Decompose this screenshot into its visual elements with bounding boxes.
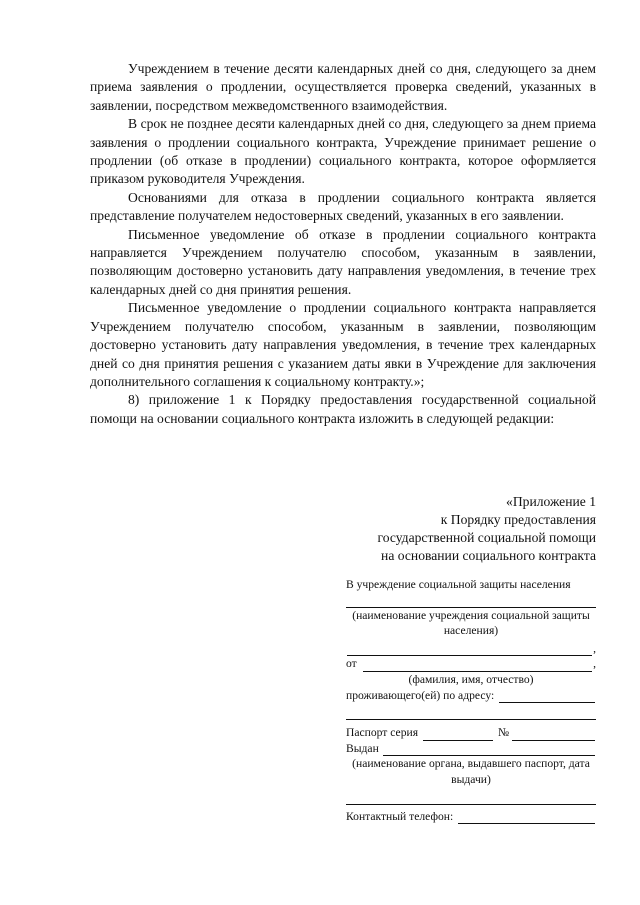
issuer-caption: (наименование органа, выдавшего паспорт, дата выдачи) <box>352 757 590 786</box>
address-line <box>499 691 595 703</box>
passport-number-line <box>512 729 595 741</box>
address-line-2 <box>346 707 596 720</box>
issued-label: Выдан <box>346 741 379 755</box>
name-caption: (фамилия, имя, отчество) <box>408 672 534 686</box>
blank-line-row <box>346 641 596 657</box>
blank-line <box>347 644 592 656</box>
address-row <box>346 688 596 704</box>
passport-number-label: № <box>498 726 510 740</box>
passport-series-label: Паспорт серия <box>346 726 419 740</box>
institution-name-line <box>346 595 596 608</box>
institution-caption: (наименование учреждения социальной защиты населения) <box>352 608 590 638</box>
passport-row <box>346 725 596 741</box>
paragraph-refusal-grounds: Основаниями для отказа в продлении социального контракта является представление получателем недостоверных сведений, указанных в его заявлении. <box>90 189 596 224</box>
issued-line <box>383 744 595 756</box>
appendix-header <box>320 493 596 565</box>
residing-label: проживающего(ей) по адресу: <box>346 688 495 702</box>
paragraph-verification: Учреждением в течение десяти календарных дней со дня, следующего за днем приема заявления о продлении, осуществляется проверка сведений, указанных в заявлении, посредством межведомственного взаимодействия. <box>90 61 596 113</box>
appendix-line-3: государственной социальной помощи <box>377 530 596 545</box>
paragraph-extension-notice: Письменное уведомление о продлении социального контракта направляется Учреждением получателю способом, указанным в заявлении, позволяющим достоверно установить дату направления уведомления, в течение трех календарных дней со дня принятия решения с указанием даты явки в Учреждение для заключения дополнительного соглашения к социальному контракту.»; <box>90 300 596 389</box>
from-label: от <box>346 657 357 671</box>
paragraph-refusal-notice: Письменное уведомление об отказе в продлении социального контракта направляется Учреждением получателю способом, указанным в заявлении, позволяющим достоверно установить дату направления уведомления, в течение трех календарных дней со дня принятия решения. <box>90 226 596 297</box>
addressee-text: В учреждение социальной защиты населения <box>346 578 571 591</box>
phone-label: Контактный телефон: <box>346 809 454 823</box>
body-text <box>90 60 596 428</box>
paragraph-appendix-amendment: 8) приложение 1 к Порядку предоставления государственной социальной помощи на основании социального контракта изложить в следующей редакции: <box>90 392 596 426</box>
appendix-line-2: к Порядку предоставления <box>440 512 596 527</box>
from-row <box>346 656 596 672</box>
appendix-title: «Приложение 1 <box>506 494 596 509</box>
applicant-name-line <box>363 660 592 672</box>
phone-row <box>346 809 596 825</box>
appendix-line-4: на основании социального контракта <box>381 548 596 563</box>
passport-series-line <box>423 729 493 741</box>
issuer-line <box>346 792 596 805</box>
comma: , <box>593 657 596 671</box>
application-form <box>346 577 596 824</box>
issued-row <box>346 741 596 757</box>
comma: , <box>593 641 596 655</box>
paragraph-decision-deadline: В срок не позднее десяти календарных дней со дня, следующего за днем приема заявления о продлении социального контракта, Учреждение принимает решение о продлении (об отказе в продлении) социального контракта, которое оформляется приказом руководителя Учреждения. <box>90 116 596 187</box>
phone-line <box>458 812 595 824</box>
